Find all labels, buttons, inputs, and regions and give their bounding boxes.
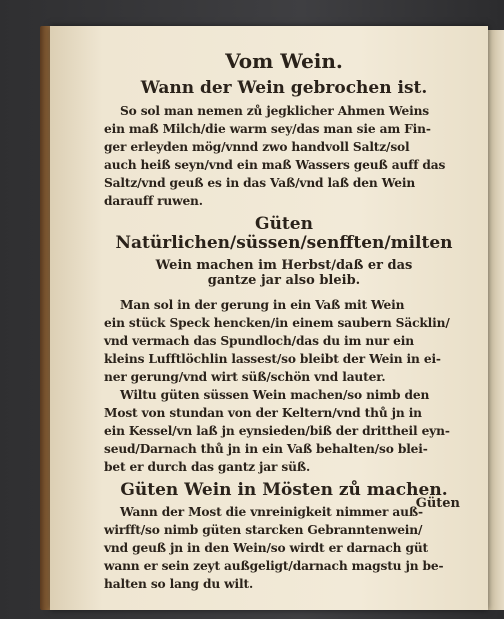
text-line: vnd geuß jn in den Wein/so wirdt er darnach güt [104, 541, 429, 556]
text-line: Wann der Most die vnreinigkeit nimmer auß- [120, 505, 423, 520]
text-line: vnd vermach das Spundloch/das du im nur ein [104, 333, 414, 348]
section-subheading-natural-wine [104, 258, 464, 289]
text-line: Man sol in der gerung in ein Vaß mit Wein [120, 297, 405, 312]
text-line: ein stück Speck hencken/in einem saubern Säcklin/ [104, 315, 450, 330]
catchword: Güten [415, 496, 460, 511]
text-line: seud/Darnach thů jn in ein Vaß behalten/so blei- [104, 441, 428, 456]
text-line: bet er durch das gantz jar süß. [104, 459, 311, 474]
text-line: Wiltu güten süssen Wein machen/so nimb den [120, 387, 430, 402]
section-body-natural-wine-2 [104, 387, 464, 475]
section-heading-natural-wine: Güten Natürlichen/süssen/senfften/milten [115, 213, 453, 254]
text-line: ein maß Milch/die warm sey/das man sie am Fin- [104, 121, 431, 136]
text-line: Most von stundan von der Keltern/vnd thů jn in [104, 405, 422, 420]
text-line: auch heiß seyn/vnd ein maß Wassers geuß auff das [104, 157, 446, 172]
text-line: So sol man nemen zů jegklicher Ahmen Weins [120, 103, 429, 118]
text-line: kleins Lufftlöchlin lassest/so bleibt der Wein in ei- [104, 351, 441, 366]
page-text-block [104, 50, 464, 594]
section-body-must-wine [104, 504, 464, 592]
subheading-line: gantze jar also bleib. [207, 273, 361, 289]
text-line: halten so lang du wilt. [104, 577, 254, 592]
section-body-broken-wine [104, 103, 464, 209]
section-heading-broken-wine: Wann der Wein gebrochen ist. [140, 78, 428, 98]
section-body-natural-wine-1 [104, 297, 464, 385]
text-line: wann er sein zeyt außgeligt/darnach magstu jn be- [104, 559, 444, 574]
text-line: wirfft/so nimb güten starcken Gebranntenwein/ [104, 523, 423, 538]
adjacent-page-edge [488, 30, 504, 610]
section-heading-must-wine: Güten Wein in Mösten zů machen. [120, 479, 448, 500]
subheading-line: Wein machen im Herbst/daß er das [155, 257, 413, 273]
text-line: Saltz/vnd geuß es in das Vaß/vnd laß den Wein [104, 175, 416, 190]
text-line: ein Kessel/vn laß jn eynsieden/biß der drittheil eyn- [104, 423, 450, 438]
text-line: ger erleyden mög/vnnd zwo handvoll Saltz/sol [104, 139, 410, 154]
text-line: ner gerung/vnd wirt süß/schön vnd lauter. [104, 369, 386, 384]
text-line: darauff ruwen. [104, 193, 203, 208]
running-title: Vom Wein. [225, 49, 343, 73]
